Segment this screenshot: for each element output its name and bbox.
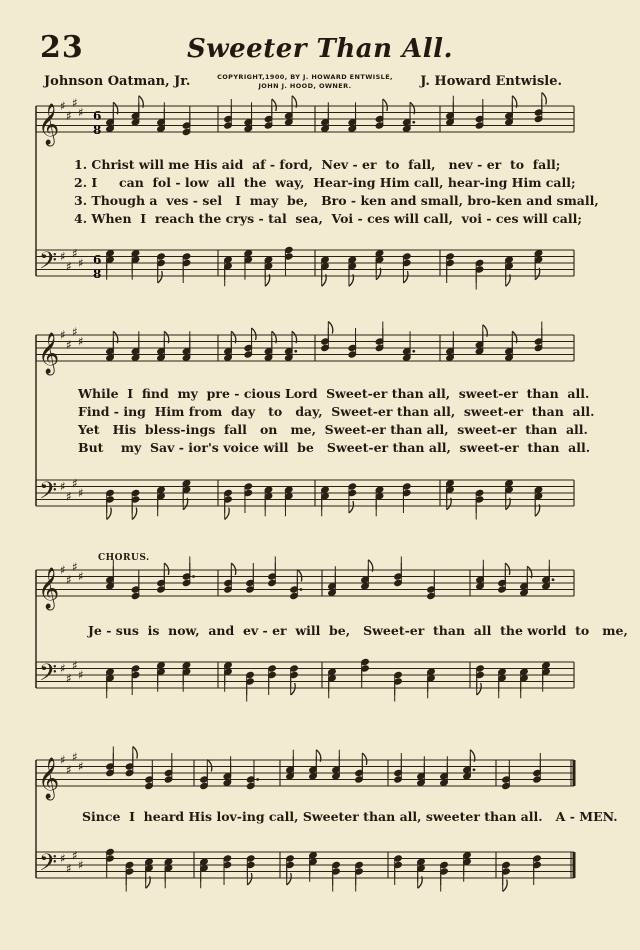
note-flag: [164, 563, 169, 575]
dot: [552, 578, 555, 581]
verse-1-line-1: 1. Christ will me His aid af - ford, Nev - er to fall, nev - er to fall;: [74, 157, 561, 172]
note-flag: [158, 271, 163, 283]
verse-2-line-1: 2. I can fol - low all the way, Hear-ing Him call, hear-ing Him call;: [74, 175, 576, 190]
note-flag: [132, 508, 137, 520]
note-flag: [349, 501, 354, 513]
sharp-icon: ♯: [72, 658, 78, 673]
note-flag: [477, 683, 482, 695]
sharp-icon: ♯: [78, 334, 84, 349]
treble-clef-icon: 𝄞: [38, 333, 60, 374]
dot: [412, 350, 415, 353]
sharp-icon: ♯: [60, 99, 66, 113]
note-flag: [403, 271, 408, 283]
sharp-icon: ♯: [78, 256, 84, 270]
time-signature-denominator-bass: 8: [93, 267, 102, 281]
verse-1-line-2: While I find my pre - cious Lord Sweet-er than all, sweet-er than all.: [78, 386, 590, 401]
note-flag: [542, 93, 547, 105]
sharp-icon: ♯: [78, 569, 84, 584]
dot: [294, 350, 297, 353]
time-signature-numerator: 6: [93, 109, 102, 123]
copyright-line-2: JOHN J. HOOD, OWNER.: [258, 82, 352, 90]
treble-clef-icon: 𝄞: [38, 568, 60, 609]
sharp-icon: ♯: [60, 661, 66, 676]
sharp-icon: ♯: [72, 848, 78, 863]
note-flag: [231, 563, 236, 575]
sharp-icon: ♯: [78, 759, 84, 774]
dot: [473, 768, 476, 771]
verse-3-line-1: 3. Though a ves - sel I may be, Bro - ken and small, bro-ken and small,: [74, 193, 599, 208]
note-flag: [503, 880, 508, 892]
sharp-icon: ♯: [60, 328, 66, 342]
sharp-icon: ♯: [78, 105, 84, 120]
note-flag: [133, 747, 138, 759]
copyright-line-1: COPYRIGHT,1900, BY J. HOWARD ENTWISLE,: [217, 73, 393, 81]
dot: [300, 588, 303, 591]
sharp-icon: ♯: [72, 95, 78, 110]
note-flag: [297, 570, 302, 582]
verse-2-line-2: Find - ing Him from day to day, Sweet-er than all, sweet-er than all.: [78, 404, 595, 419]
note-flag: [252, 328, 256, 340]
time-signature-denominator: 8: [93, 123, 102, 137]
verse-4-line-1: 4. When I reach the crys - tal sea, Voi - ces will call, voi - ces will call;: [74, 211, 583, 226]
verse-4-line-2: But my Sav - ior's voice will be Sweet-er than all, sweet-er than all.: [78, 440, 591, 455]
note-flag: [272, 99, 277, 111]
dot: [412, 121, 415, 124]
sharp-icon: ♯: [72, 559, 78, 574]
lyricist-credit: Johnson Oatman, Jr.: [44, 74, 191, 89]
sharp-icon: ♯: [66, 572, 72, 587]
chorus-line-1: [88, 622, 628, 640]
treble-clef-icon: 𝄞: [38, 104, 60, 145]
bass-clef-icon: 𝄢: [39, 848, 58, 882]
verses-system-2: [78, 385, 595, 457]
note-flag: [107, 508, 112, 520]
sharp-icon: ♯: [72, 476, 78, 491]
bass-clef-icon: 𝄢: [39, 476, 58, 510]
verses-system-1: [74, 156, 599, 228]
bass-clef-icon: 𝄢: [39, 246, 58, 280]
sharp-icon: ♯: [66, 671, 72, 686]
sharp-icon: ♯: [60, 851, 66, 866]
hymn-title: Sweeter Than All.: [186, 34, 454, 64]
dot: [192, 575, 195, 578]
sharp-icon: ♯: [78, 668, 84, 682]
note-flag: [505, 563, 510, 575]
sharp-icon: ♯: [72, 324, 78, 339]
dot: [256, 778, 259, 781]
chorus-line-2: [82, 808, 618, 826]
sharp-icon: ♯: [60, 249, 66, 264]
sharp-icon: ♯: [72, 749, 78, 764]
sharp-icon: ♯: [60, 479, 66, 494]
sharp-icon: ♯: [60, 563, 66, 577]
sharp-icon: ♯: [78, 486, 84, 500]
bass-clef-icon: 𝄢: [39, 658, 58, 692]
sharp-icon: ♯: [66, 762, 72, 777]
hymn-number: 23: [40, 30, 84, 65]
treble-clef-icon: 𝄞: [38, 758, 60, 799]
sharp-icon: ♯: [66, 337, 72, 352]
note-flag: [291, 683, 296, 695]
sharp-icon: ♯: [66, 489, 72, 504]
sharp-icon: ♯: [60, 753, 66, 767]
note-flag: [247, 873, 252, 885]
note-flag: [287, 873, 292, 885]
composer-credit: J. Howard Entwisle.: [420, 74, 562, 89]
time-signature-numerator-bass: 6: [93, 253, 102, 267]
sharp-icon: ♯: [78, 858, 84, 872]
chorus-label: CHORUS.: [98, 553, 150, 563]
chorus-lyric-2: Since I heard His lov-ing call, Sweeter than all, sweeter than all. A - MEN.: [82, 809, 618, 824]
sharp-icon: ♯: [66, 861, 72, 876]
note-flag: [207, 760, 212, 772]
note-flag: [362, 753, 367, 765]
note-flag: [225, 508, 230, 520]
sharp-icon: ♯: [66, 108, 72, 123]
note-flag: [328, 322, 333, 334]
note-flag: [383, 99, 388, 111]
verse-3-line-2: Yet His bless-ings fall on me, Sweet-er than all, sweet-er than all.: [78, 422, 588, 437]
sharp-icon: ♯: [72, 246, 78, 261]
sharp-icon: ♯: [66, 259, 72, 274]
chorus-lyric-1: Je - sus is now, and ev - er will be, Sweet-er than all the world to me,: [88, 623, 628, 638]
